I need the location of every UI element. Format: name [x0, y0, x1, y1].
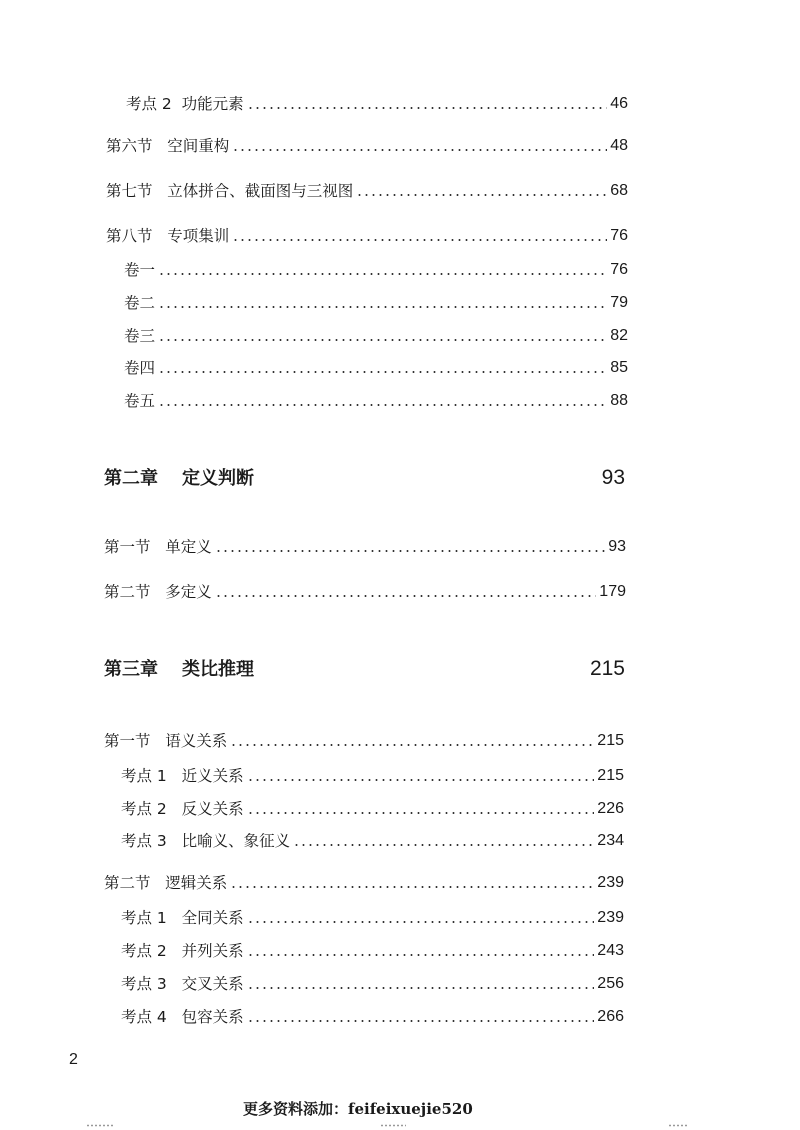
- toc-entry-ch2-section-2: [104, 578, 626, 602]
- entry-page-number: 48: [610, 137, 628, 154]
- entry-page-number: 234: [597, 832, 624, 849]
- entry-page-number: 76: [610, 261, 628, 278]
- chapter-title: 定义判断: [182, 468, 254, 489]
- entry-page-number: 93: [608, 538, 626, 555]
- entry-prefix: 考点 1: [121, 767, 167, 785]
- dot-leader: [215, 550, 605, 552]
- toc-entry-volume-2: [124, 289, 628, 313]
- entry-page-number: 215: [597, 732, 624, 749]
- toc-entry-ch2-section-1: [104, 533, 626, 557]
- entry-prefix: 考点 2: [121, 800, 167, 818]
- scan-speck: [86, 1124, 114, 1127]
- dot-leader: [247, 987, 595, 989]
- entry-title: 逻辑关系: [165, 874, 228, 892]
- chapter-number: 第二章: [104, 468, 158, 489]
- entry-prefix: 考点 1: [121, 909, 167, 927]
- entry-prefix: 考点 2: [126, 95, 172, 113]
- dot-leader: [215, 595, 596, 597]
- entry-page-number: 266: [597, 1008, 624, 1025]
- dot-leader: [247, 954, 595, 956]
- entry-page-number: 76: [610, 227, 628, 244]
- entry-page-number: 68: [610, 182, 628, 199]
- entry-prefix: 卷五: [124, 392, 156, 410]
- chapter-page-number: 215: [589, 657, 625, 680]
- entry-title: 全同关系: [181, 909, 244, 927]
- entry-title: 多定义: [165, 583, 212, 601]
- entry-page-number: 85: [610, 359, 628, 376]
- chapter-heading-3: [104, 655, 625, 681]
- entry-prefix: 第二节: [104, 583, 151, 601]
- entry-title: 单定义: [165, 538, 212, 556]
- dot-leader: [247, 812, 595, 814]
- entry-prefix: 第六节: [106, 137, 153, 155]
- entry-page-number: 239: [597, 874, 624, 891]
- entry-prefix: 考点 4: [121, 1008, 167, 1026]
- entry-prefix: 第一节: [104, 538, 151, 556]
- toc-entry-ch3-kaodian-1b: [121, 904, 624, 928]
- entry-prefix: 第七节: [106, 182, 153, 200]
- toc-entry-kaodian2-functional-elements: [126, 90, 628, 114]
- dot-leader: [232, 239, 607, 241]
- toc-entry-ch3-kaodian-3b: [121, 970, 624, 994]
- dot-leader: [158, 371, 607, 373]
- entry-prefix: 卷一: [124, 261, 156, 279]
- chapter-title: 类比推理: [182, 659, 254, 680]
- dot-leader: [158, 404, 607, 406]
- toc-entry-volume-4: [124, 354, 628, 378]
- scan-speck: [668, 1124, 688, 1127]
- dot-leader: [293, 844, 594, 846]
- toc-entry-volume-1: [124, 256, 628, 280]
- entry-title: 立体拼合、截面图与三视图: [167, 182, 354, 200]
- toc-entry-section-6: [106, 132, 628, 156]
- entry-prefix: 考点 3: [121, 832, 167, 850]
- dot-leader: [247, 921, 595, 923]
- entry-prefix: 考点 2: [121, 942, 167, 960]
- entry-title: 语义关系: [165, 732, 228, 750]
- chapter-number: 第三章: [104, 659, 158, 680]
- toc-entry-ch3-section-2: [104, 869, 624, 893]
- toc-entry-ch3-kaodian-3: [121, 827, 624, 851]
- page-folio: 2: [69, 1051, 78, 1068]
- entry-page-number: 88: [610, 392, 628, 409]
- dot-leader: [158, 339, 607, 341]
- entry-title: 专项集训: [167, 227, 230, 245]
- entry-title: 包容关系: [181, 1008, 244, 1026]
- entry-page-number: 79: [610, 294, 628, 311]
- dot-leader: [158, 306, 607, 308]
- entry-title: 比喻义、象征义: [181, 832, 291, 850]
- dot-leader: [232, 149, 607, 151]
- entry-title: 交叉关系: [181, 975, 244, 993]
- entry-title: 功能元素: [181, 95, 244, 113]
- toc-entry-ch3-kaodian-4: [121, 1003, 624, 1027]
- entry-page-number: 243: [597, 942, 624, 959]
- toc-entry-section-7: [106, 177, 628, 201]
- toc-entry-ch3-kaodian-2b: [121, 937, 624, 961]
- entry-prefix: 考点 3: [121, 975, 167, 993]
- entry-page-number: 82: [610, 327, 628, 344]
- dot-leader: [247, 107, 608, 109]
- dot-leader: [158, 273, 607, 275]
- entry-page-number: 256: [597, 975, 624, 992]
- dot-leader: [356, 194, 607, 196]
- entry-title: 并列关系: [181, 942, 244, 960]
- entry-prefix: 卷四: [124, 359, 156, 377]
- toc-entry-ch3-kaodian-1: [121, 762, 624, 786]
- entry-title: 近义关系: [181, 767, 244, 785]
- entry-page-number: 215: [597, 767, 624, 784]
- footer-watermark-note: 更多资料添加：feifeixuejie520: [243, 1100, 473, 1118]
- entry-prefix: 第一节: [104, 732, 151, 750]
- entry-page-number: 179: [599, 583, 626, 600]
- toc-entry-volume-3: [124, 322, 628, 346]
- dot-leader: [230, 744, 594, 746]
- entry-prefix: 第八节: [106, 227, 153, 245]
- dot-leader: [247, 779, 595, 781]
- dot-leader: [230, 886, 594, 888]
- toc-entry-volume-5: [124, 387, 628, 411]
- entry-page-number: 239: [597, 909, 624, 926]
- entry-prefix: 卷二: [124, 294, 156, 312]
- chapter-page-number: 93: [601, 466, 625, 489]
- entry-prefix: 卷三: [124, 327, 156, 345]
- entry-prefix: 第二节: [104, 874, 151, 892]
- toc-entry-ch3-kaodian-2: [121, 795, 624, 819]
- entry-title: 空间重构: [167, 137, 230, 155]
- scan-speck: [380, 1124, 406, 1127]
- chapter-heading-2: [104, 464, 625, 490]
- toc-entry-section-8: [106, 222, 628, 246]
- toc-entry-ch3-section-1: [104, 727, 624, 751]
- dot-leader: [247, 1020, 595, 1022]
- entry-title: 反义关系: [181, 800, 244, 818]
- entry-page-number: 226: [597, 800, 624, 817]
- entry-page-number: 46: [610, 95, 628, 112]
